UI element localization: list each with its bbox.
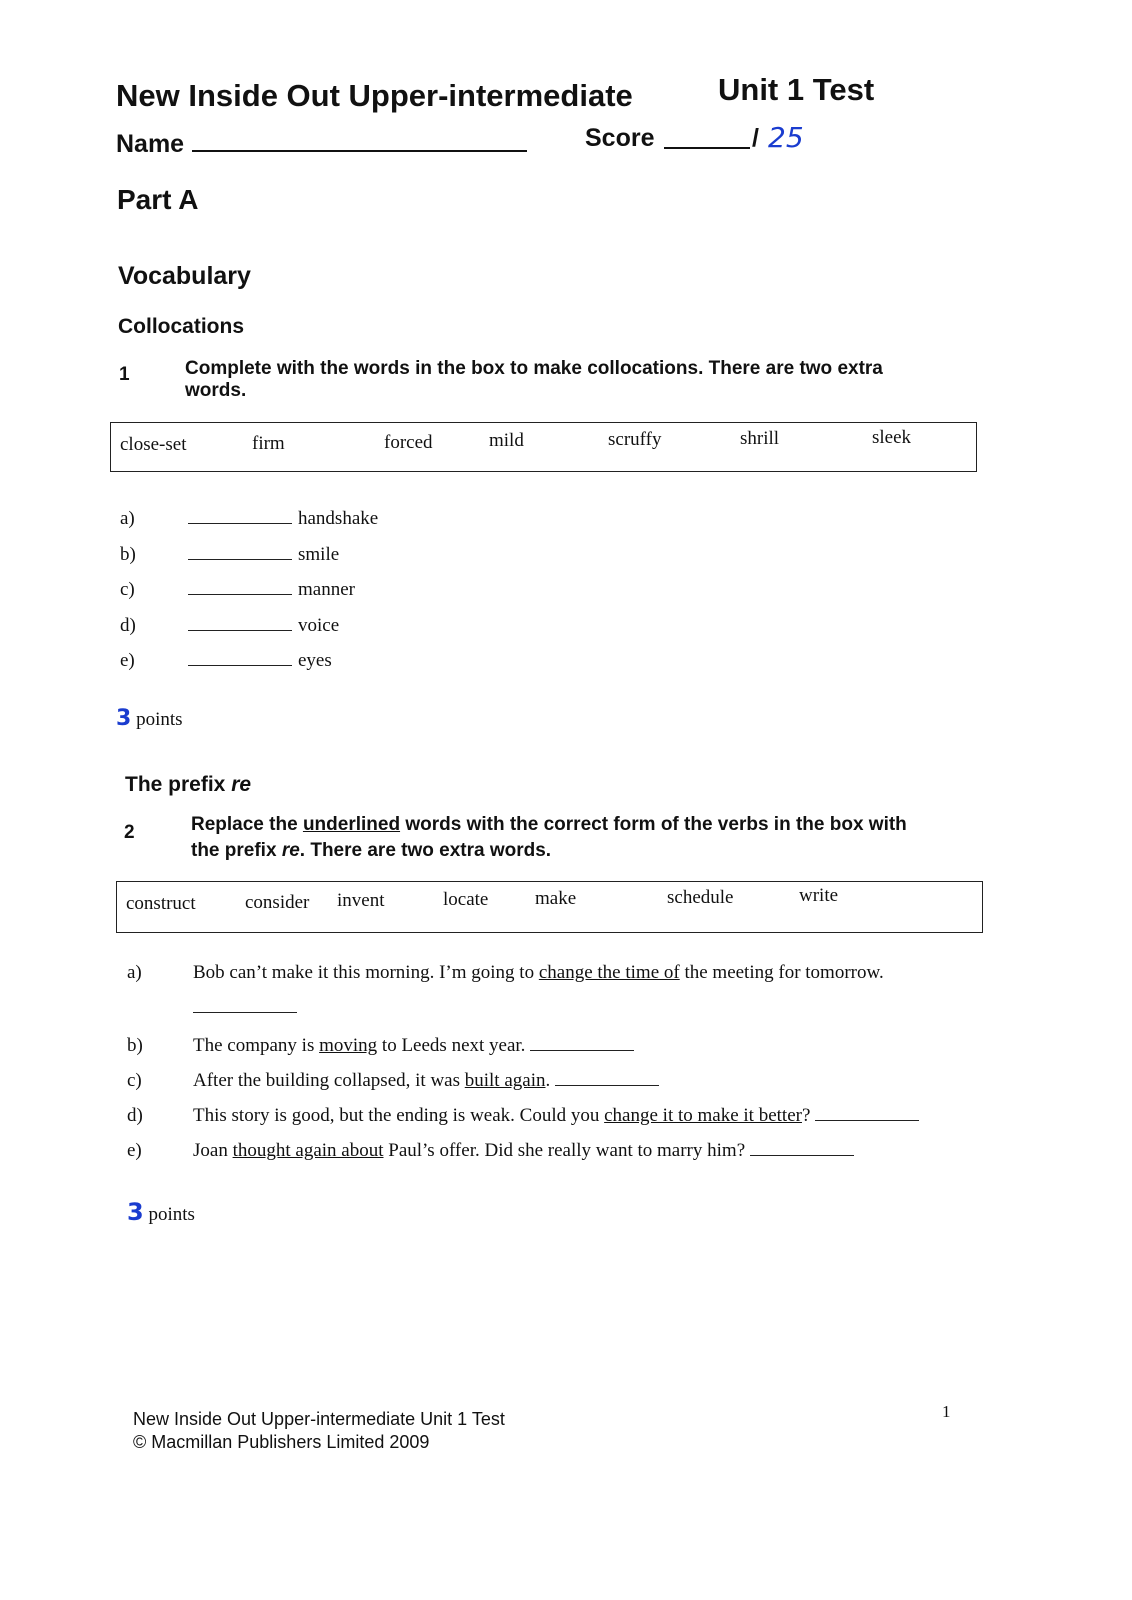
q2-item <box>127 1070 665 1092</box>
q1-word-box <box>110 422 977 472</box>
q1-box-word: mild <box>489 430 524 452</box>
q2-subheading-em: re <box>231 773 252 796</box>
answer-blank[interactable] <box>193 998 297 1013</box>
q2-subheading <box>125 773 251 797</box>
q2-number: 2 <box>124 822 135 843</box>
q1-box-word: firm <box>252 432 285 454</box>
q2-instr-em: re <box>281 840 300 861</box>
q2-instr-a: Replace the <box>191 814 303 835</box>
page-number: 1 <box>942 1402 951 1421</box>
item-letter: b) <box>120 543 136 565</box>
doc-title: New Inside Out Upper-intermediate <box>116 78 633 113</box>
item-text-end: Paul’s offer. Did she really want to marry him? <box>383 1140 746 1161</box>
q1-box-word: forced <box>384 431 433 453</box>
item-word: handshake <box>298 508 379 529</box>
q2-item <box>127 1105 925 1127</box>
item-text-end: ? <box>801 1105 811 1126</box>
answer-blank[interactable] <box>188 509 292 524</box>
item-text: The company is <box>193 1035 320 1056</box>
q2-instr-underlined: underlined <box>302 814 401 835</box>
item-letter: d) <box>120 614 136 636</box>
footer-line1: New Inside Out Upper-intermediate Unit 1 Test <box>133 1409 505 1429</box>
item-text-end: to Leeds next year. <box>377 1035 526 1056</box>
q1-instruction <box>185 358 883 402</box>
q2-box-word: invent <box>337 890 385 912</box>
item-word: smile <box>298 543 340 565</box>
q1-box-word: close-set <box>120 434 187 455</box>
q1-box-word: sleek <box>872 426 912 448</box>
q1-subheading: Collocations <box>118 315 245 338</box>
q2-box-word: locate <box>443 889 489 911</box>
item-letter: c) <box>120 579 135 600</box>
item-underlined: moving <box>319 1035 378 1056</box>
item-letter: a) <box>120 508 135 529</box>
q2-box-word: make <box>535 887 577 909</box>
q2-subheading-text: The prefix <box>125 773 226 796</box>
footer <box>133 1408 505 1454</box>
q1-item <box>120 544 339 566</box>
q1-box-word: shrill <box>740 428 780 449</box>
q2-box-word: consider <box>245 891 310 913</box>
q1-score-value: 3 <box>116 706 132 731</box>
item-word: eyes <box>298 650 332 671</box>
item-text: This story is good, but the ending is weak. Could you <box>193 1105 605 1126</box>
q1-box-word: scruffy <box>608 429 662 451</box>
name-field[interactable] <box>192 150 527 152</box>
q2-score <box>127 1198 195 1226</box>
q1-instruction-line2: words. <box>185 380 247 401</box>
item-underlined: change the time of <box>538 962 680 983</box>
q2-box-word: schedule <box>667 886 734 908</box>
item-letter: e) <box>120 650 135 671</box>
item-underlined: thought again about <box>232 1140 384 1161</box>
q2-box-word: construct <box>126 893 196 914</box>
answer-blank[interactable] <box>530 1036 634 1051</box>
score-total: 25 <box>768 121 804 154</box>
name-label: Name <box>116 130 185 158</box>
item-letter: a) <box>127 962 142 983</box>
q2-score-value: 3 <box>127 1198 144 1226</box>
item-word: voice <box>298 614 340 636</box>
q1-item <box>120 508 378 530</box>
item-letter: c) <box>127 1070 142 1091</box>
q1-item <box>120 579 355 601</box>
answer-blank[interactable] <box>555 1071 659 1086</box>
item-letter: e) <box>127 1140 142 1161</box>
q2-points-label: points <box>148 1204 195 1225</box>
q1-score <box>116 706 183 731</box>
item-word: manner <box>298 579 355 600</box>
q1-points-label: points <box>136 709 183 730</box>
section-heading: Vocabulary <box>118 262 251 290</box>
item-text-end: . <box>545 1070 551 1091</box>
item-text: Joan <box>193 1140 233 1161</box>
item-text: Bob can’t make it this morning. I’m going to <box>193 962 539 983</box>
item-text-end: the meeting for tomorrow. <box>679 962 884 983</box>
q2-item <box>127 1035 640 1057</box>
answer-blank[interactable] <box>815 1106 919 1121</box>
q2-item <box>127 962 884 984</box>
q2-instruction <box>191 812 907 864</box>
score-field[interactable] <box>664 147 750 149</box>
item-letter: b) <box>127 1035 143 1056</box>
unit-title: Unit 1 Test <box>718 72 875 107</box>
answer-blank[interactable] <box>188 580 292 595</box>
q1-item <box>120 615 339 637</box>
answer-blank[interactable] <box>750 1141 854 1156</box>
item-underlined: built again <box>464 1070 546 1091</box>
q2-box-word: write <box>799 885 839 907</box>
footer-copyright: © Macmillan Publishers Limited 2009 <box>133 1432 430 1452</box>
q1-instruction-line1: Complete with the words in the box to make collocations. There are two extra <box>185 358 883 379</box>
q2-instr-c: the prefix <box>191 840 282 861</box>
answer-blank[interactable] <box>188 616 292 631</box>
item-underlined: change it to make it better <box>604 1105 802 1126</box>
item-text: After the building collapsed, it was <box>193 1070 465 1091</box>
q1-number: 1 <box>119 364 130 385</box>
q1-item <box>120 650 332 672</box>
q2-item <box>127 1140 860 1162</box>
score-slash: / <box>752 124 759 152</box>
item-letter: d) <box>127 1105 143 1126</box>
answer-blank[interactable] <box>188 545 292 560</box>
score-label: Score <box>585 124 655 152</box>
q2-instr-b: words with the correct form of the verbs in the box with <box>400 814 907 835</box>
part-heading: Part A <box>117 184 199 215</box>
q2-instr-d: . There are two extra words. <box>299 840 552 861</box>
answer-blank[interactable] <box>188 651 292 666</box>
